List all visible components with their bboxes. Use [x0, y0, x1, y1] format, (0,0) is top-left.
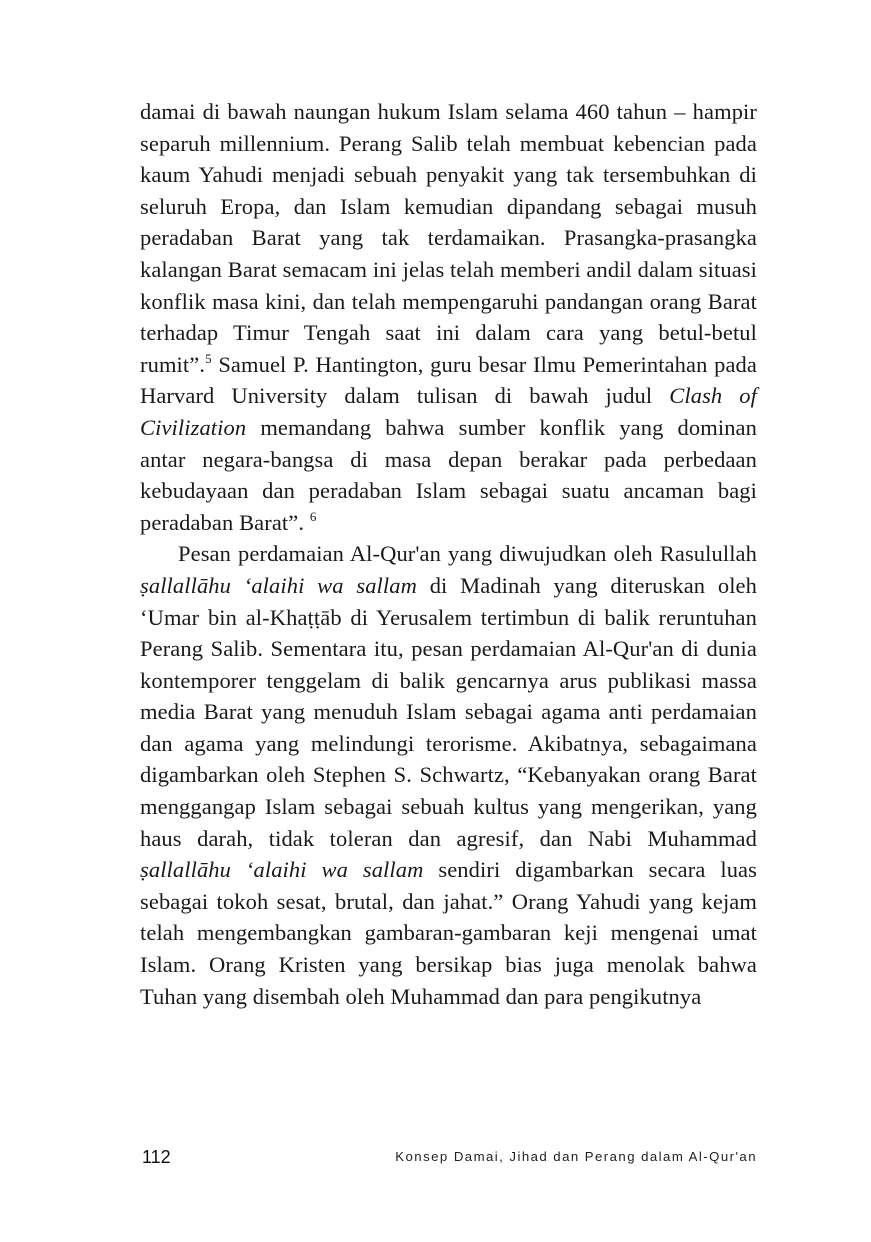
paragraph-1	[140, 96, 757, 538]
paragraph-2-text: sendiri digambarkan secara luas sebagai tokoh sesat, brutal, dan jahat.” Orang Yahudi yang kejam telah mengembangkan gambaran-gambaran keji mengenai umat Islam. Orang Kristen yang bersikap bias juga menolak bahwa Tuhan yang disembah oleh Muhammad dan para pengikutnya	[140, 857, 757, 1009]
honorific-italic: ṣallallāhu ‘alaihi wa sallam	[140, 857, 424, 883]
book-title-italic: Clash of Civilization	[140, 383, 757, 440]
footnote-ref-5[interactable]: 5	[205, 350, 212, 366]
paragraph-1-text: Samuel P. Hantington, guru besar Ilmu Pemerintahan pada Harvard University dalam tulisan di bawah judul	[140, 351, 757, 409]
honorific-italic: ṣallallāhu ‘alaihi wa sallam	[140, 572, 417, 598]
page-footer	[140, 1146, 757, 1168]
footnote-ref-6[interactable]: 6	[309, 508, 317, 524]
body-text	[140, 96, 757, 1012]
paragraph-2-text: Pesan perdamaian Al-Qur'an yang diwujudkan oleh Rasulullah	[178, 541, 757, 567]
paragraph-2-text: di Madinah yang diteruskan oleh ‘Umar bin al-Khaṭṭāb di Yerusalem tertimbun di balik reruntuhan Perang Salib. Sementara itu, pesan perdamaian Al-Qur'an di dunia kontemporer tenggelam di balik gencarnya arus publikasi massa media Barat yang menuduh Islam sebagai agama anti perdamaian dan agama yang melindungi terorisme. Akibatnya, sebagaimana digambarkan oleh Stephen S. Schwartz, “Kebanyakan orang Barat menggangap Islam sebagai sebuah kultus yang mengerikan, yang haus darah, tidak toleran dan agresif, dan Nabi Muhammad	[140, 572, 757, 851]
page-number: 112	[142, 1147, 171, 1167]
paragraph-2	[140, 538, 757, 1012]
paragraph-1-text: damai di bawah naungan hukum Islam selama 460 tahun – hampir separuh millennium. Perang Salib telah membuat kebencian pada kaum Yahudi menjadi sebuah penyakit yang tak tersembuhkan di seluruh Eropa, dan Islam kemudian dipandang sebagai musuh peradaban Barat yang tak terdamaikan. Prasangka-prasangka kalangan Barat semacam ini jelas telah memberi andil dalam situasi konflik masa kini, dan telah mempengaruhi pandangan orang Barat terhadap Timur Tengah saat ini dalam cara yang betul-betul rumit”.	[140, 99, 758, 377]
paragraph-1-text: memandang bahwa sumber konflik yang dominan antar negara-bangsa di masa depan berakar pada perbedaan kebudayaan dan peradaban Islam sebagai suatu ancaman bagi peradaban Barat”.	[140, 414, 757, 535]
running-title: Konsep Damai, Jihad dan Perang dalam Al-Qur'an	[395, 1149, 757, 1164]
